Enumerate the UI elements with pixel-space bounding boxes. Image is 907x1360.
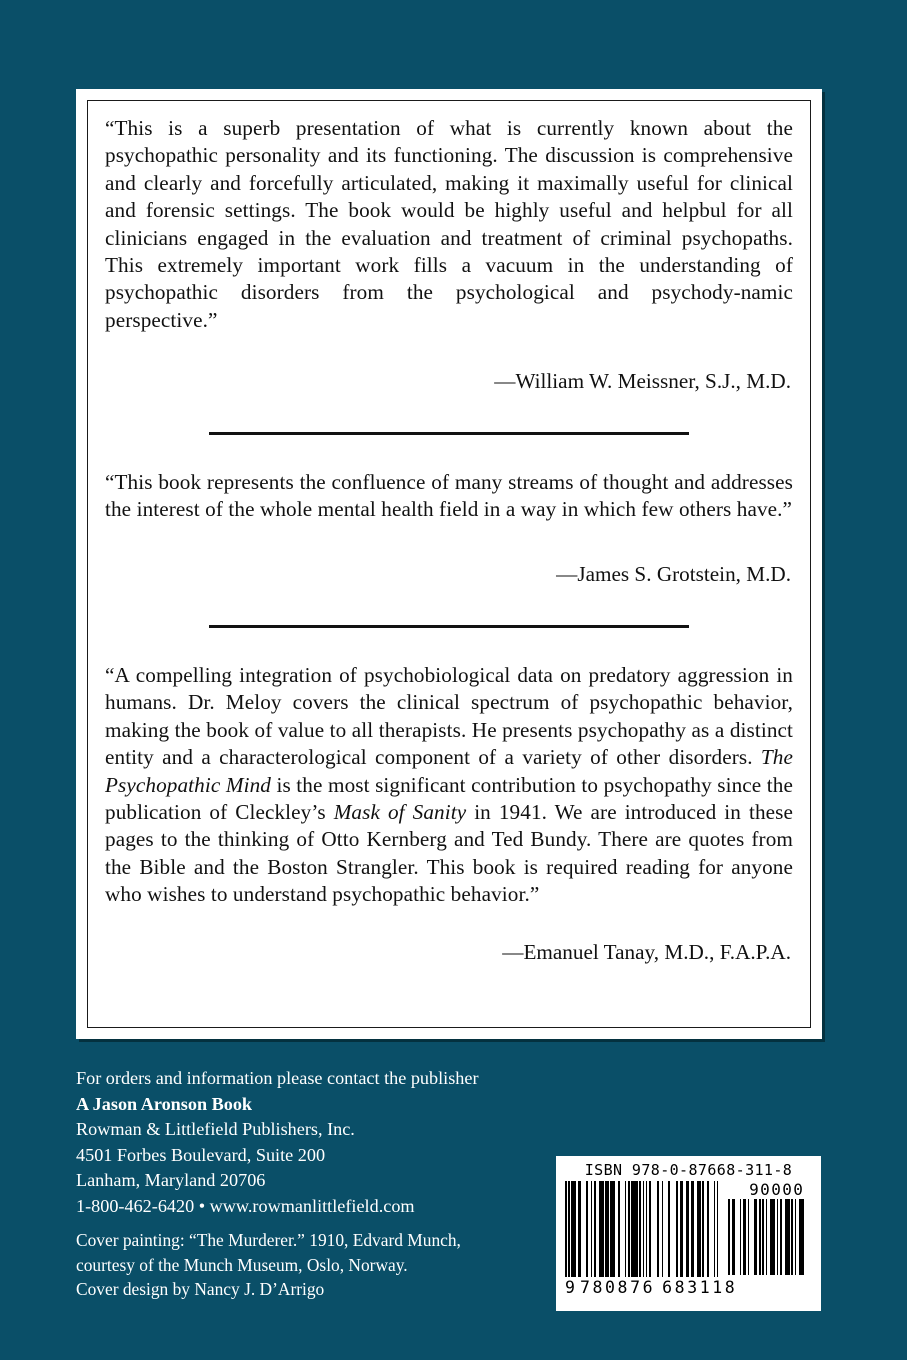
barcode-addon-digits: 90000 [749, 1180, 805, 1199]
barcode-ean13-bars [565, 1181, 718, 1277]
divider-1 [209, 432, 689, 435]
title-the-psychopathic-mind: The Psychopathic Mind [105, 745, 793, 797]
publisher-line-imprint: A Jason Aronson Book [76, 1093, 253, 1114]
credit-line-museum: courtesy of the Munch Museum, Oslo, Norway. [76, 1254, 408, 1275]
publisher-info [76, 1066, 596, 1220]
publisher-line-street: 4501 Forbes Boulevard, Suite 200 [76, 1144, 326, 1165]
ean-left-digits: 780876 [579, 1278, 656, 1297]
quote-meissner-text: “This is a superb presentation of what is currently known about the psychopathic personality and its functioning. The discussion is comprehensive and clearly and forcefully articulated, making it maximally useful for clinical and forensic settings. The book would be highly useful and helpbul for all clinicians engaged in the evaluation and treatment of criminal psychopaths. This extremely important work fills a vacuum in the understanding of psychopathic disorders from the psychological and psychody-namic perspective.” [105, 116, 793, 332]
quote-tanay-part-2: is the most significant contribution to psychopathy since the publication of Cleckley’s [105, 772, 793, 824]
quote-tanay-part-1: “A compelling integration of psychobiological data on predatory aggression in humans. Dr. Meloy covers the clinical spectrum of psychopathic behavior, making the book of value to all therapists. He presents psychopathy as a distinct entity and a characterological component of a variety of other disorders. [105, 662, 793, 770]
divider-2 [209, 625, 689, 628]
quote-grotstein-attribution: —James S. Grotstein, M.D. [556, 562, 791, 587]
ean-lead-digit: 9 [565, 1278, 576, 1297]
publisher-line-orders: For orders and information please contact the publisher [76, 1068, 479, 1088]
quote-meissner-attribution: —William W. Meissner, S.J., M.D. [494, 369, 791, 394]
barcode-bars-row [565, 1181, 812, 1277]
panel-content [105, 115, 793, 1019]
quote-tanay-part-3: in 1941. We are introduced in these pages to the thinking of Otto Kernberg and Ted Bundy. There are quotes from the Bible and the Boston Strangler. This book is required reading for anyone who wishes to understand psychopathic behavior.” [105, 799, 793, 907]
credit-line-painting: Cover painting: “The Murderer.” 1910, Edvard Munch, [76, 1230, 461, 1250]
barcode-ean-digits [565, 1278, 812, 1297]
quote-grotstein-text: “This book represents the confluence of many streams of thought and addresses the interest of the whole mental health field in a way in which few others have.” [105, 469, 793, 522]
publisher-line-phone-website[interactable]: 1-800-462-6420 • www.rowmanlittlefield.com [76, 1195, 415, 1216]
quote-tanay-attribution: —Emanuel Tanay, M.D., F.A.P.A. [502, 939, 791, 964]
cover-credits [76, 1228, 596, 1302]
reviews-panel [76, 89, 822, 1039]
credit-line-designer: Cover design by Nancy J. D’Arrigo [76, 1279, 325, 1300]
publisher-line-city: Lanham, Maryland 20706 [76, 1170, 266, 1191]
title-mask-of-sanity: Mask of Sanity [333, 799, 467, 824]
ean-right-digits: 683118 [662, 1278, 738, 1297]
publisher-line-company: Rowman & Littlefield Publishers, Inc. [76, 1119, 355, 1140]
isbn-label: ISBN 978-0-87668-311-8 [584, 1161, 793, 1179]
barcode-addon [728, 1181, 804, 1275]
barcode-block [556, 1156, 821, 1311]
barcode-addon-bars [728, 1199, 804, 1275]
quote-tanay-text [105, 662, 793, 909]
